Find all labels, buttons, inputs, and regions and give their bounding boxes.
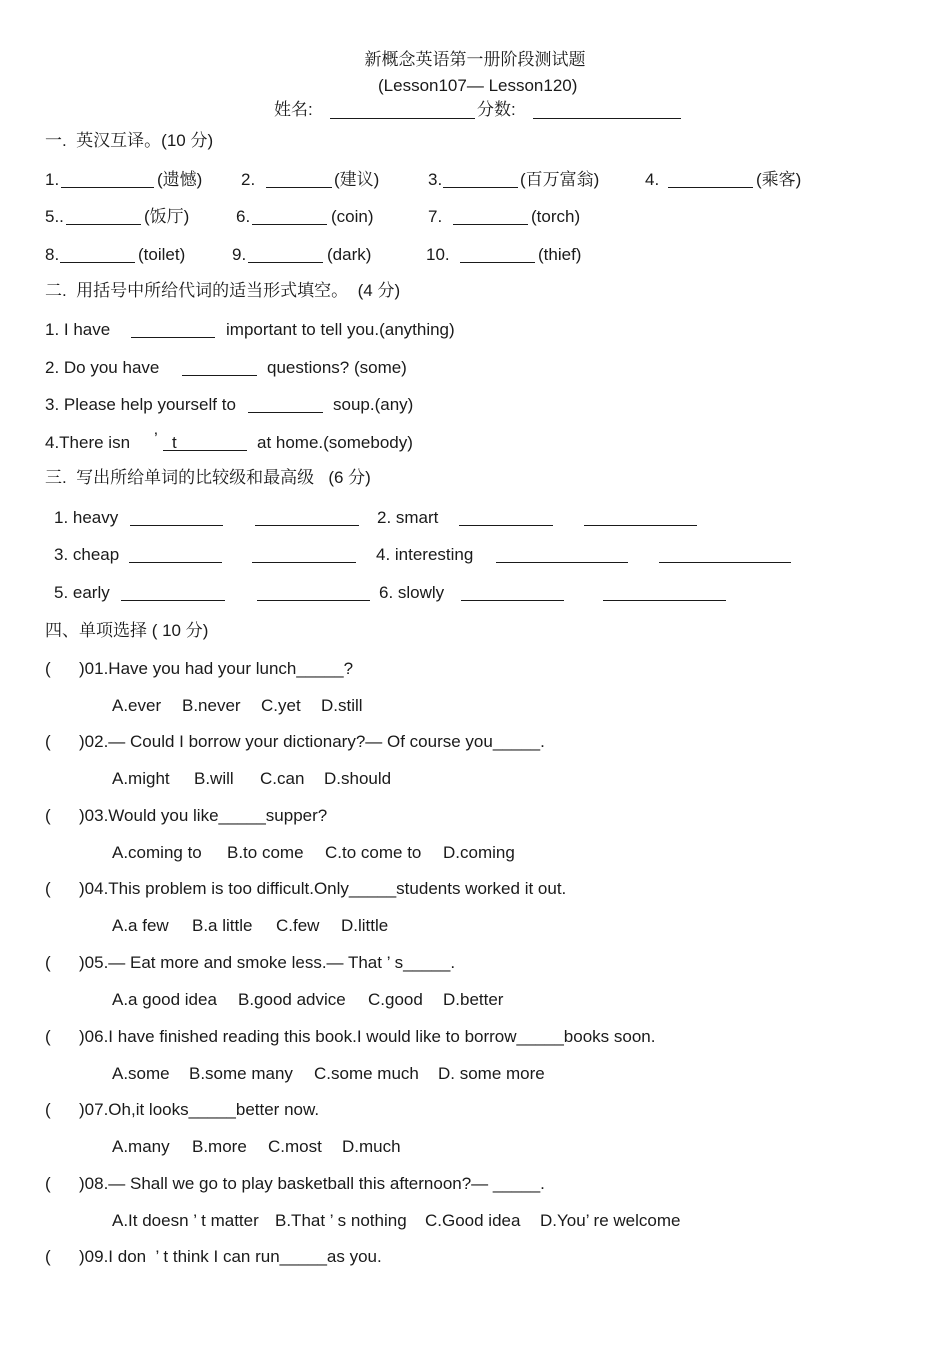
s2-item-rest: important to tell you.(anything): [226, 320, 455, 339]
score-label: 分数:: [477, 100, 516, 119]
question-text: )08.— Shall we go to play basketball this afternoon?— _____.: [79, 1174, 545, 1193]
option-c: C.good: [368, 990, 423, 1009]
option-a: A.might: [112, 769, 170, 788]
s3-superlative-blank[interactable]: [252, 546, 356, 563]
name-blank[interactable]: [330, 102, 475, 119]
answer-paren[interactable]: (: [45, 879, 51, 898]
s3-comparative-blank[interactable]: [459, 509, 553, 526]
answer-paren[interactable]: (: [45, 1027, 51, 1046]
option-a: A.many: [112, 1137, 170, 1156]
s3-superlative-blank[interactable]: [257, 584, 370, 601]
s2-item-prompt: 2. Do you have: [45, 358, 160, 377]
s1-item-number: 5..: [45, 207, 64, 226]
s1-answer-blank[interactable]: [453, 208, 528, 225]
s1-answer-blank[interactable]: [443, 171, 518, 188]
question-text: )07.Oh,it looks_____better now.: [79, 1100, 320, 1119]
s2-item-rest: questions? (some): [267, 358, 407, 377]
s1-answer-blank[interactable]: [60, 246, 135, 263]
option-d: D.little: [341, 916, 389, 935]
s2-item-rest: soup.(any): [333, 395, 414, 414]
s3-superlative-blank[interactable]: [603, 584, 726, 601]
question-text: )02.— Could I borrow your dictionary?— Of course you_____.: [79, 732, 545, 751]
s1-answer-blank[interactable]: [252, 208, 327, 225]
s3-word: 6. slowly: [379, 583, 445, 602]
s1-item-number: 2.: [241, 170, 256, 189]
section1-heading: 一. 英汉互译。(10 分): [45, 131, 214, 150]
s1-answer-blank[interactable]: [248, 246, 323, 263]
option-b: B.to come: [227, 843, 304, 862]
option-c: C.yet: [261, 696, 301, 715]
option-d: D.much: [342, 1137, 401, 1156]
s2-answer-blank[interactable]: [131, 321, 215, 338]
s1-item-word: (饭厅): [144, 207, 190, 226]
s2-answer-blank[interactable]: [248, 396, 323, 413]
answer-paren[interactable]: (: [45, 659, 51, 678]
score-blank[interactable]: [533, 102, 681, 119]
s1-item-number: 3.: [428, 170, 443, 189]
option-b: B.That ’ s nothing: [275, 1211, 407, 1230]
s3-superlative-blank[interactable]: [659, 546, 791, 563]
question-text: )01.Have you had your lunch_____?: [79, 659, 354, 678]
s1-item-number: 4.: [645, 170, 660, 189]
question-text: )09.I don ’ t think I can run_____as you.: [79, 1247, 382, 1266]
s1-answer-blank[interactable]: [66, 208, 141, 225]
s3-comparative-blank[interactable]: [461, 584, 564, 601]
s1-item-word: (coin): [331, 207, 374, 226]
s1-item-word: (torch): [531, 207, 581, 226]
option-a: A.a few: [112, 916, 169, 935]
s1-answer-blank[interactable]: [668, 171, 753, 188]
s3-comparative-blank[interactable]: [130, 509, 223, 526]
question-text: )05.— Eat more and smoke less.— That ’ s_____.: [79, 953, 456, 972]
s1-item-number: 8.: [45, 245, 60, 264]
s3-comparative-blank[interactable]: [496, 546, 628, 563]
s2-item-prompt: 3. Please help yourself to: [45, 395, 236, 414]
s1-item-number: 7.: [428, 207, 443, 226]
option-a: A.ever: [112, 696, 162, 715]
option-b: B.will: [194, 769, 234, 788]
question-text: )03.Would you like_____supper?: [79, 806, 328, 825]
s1-item-number: 10.: [426, 245, 450, 264]
option-a: A.It doesn ’ t matter: [112, 1211, 259, 1230]
s2-item-rest: at home.(somebody): [257, 433, 413, 452]
option-d: D.You’ re welcome: [540, 1211, 681, 1230]
s1-answer-blank[interactable]: [460, 246, 535, 263]
s2-item-prompt: 1. I have: [45, 320, 111, 339]
option-d: D.better: [443, 990, 504, 1009]
option-c: C.few: [276, 916, 320, 935]
option-b: B.more: [192, 1137, 247, 1156]
option-a: A.coming to: [112, 843, 202, 862]
s3-superlative-blank[interactable]: [255, 509, 359, 526]
option-a: A.a good idea: [112, 990, 217, 1009]
s1-item-word: (遗憾): [157, 170, 203, 189]
option-c: C.some much: [314, 1064, 419, 1083]
option-b: B.never: [182, 696, 241, 715]
question-text: )04.This problem is too difficult.Only_____students worked it out.: [79, 879, 567, 898]
option-c: C.to come to: [325, 843, 422, 862]
option-d: D. some more: [438, 1064, 545, 1083]
s1-answer-blank[interactable]: [61, 171, 154, 188]
s1-item-word: (乘客): [756, 170, 802, 189]
s1-item-word: (建议): [334, 170, 380, 189]
section4-heading: 四、单项选择 ( 10 分): [45, 621, 209, 640]
s2-item-prompt: 4.There isn: [45, 433, 131, 452]
answer-paren[interactable]: (: [45, 1174, 51, 1193]
answer-paren[interactable]: (: [45, 806, 51, 825]
s1-item-word: (toilet): [138, 245, 186, 264]
s3-superlative-blank[interactable]: [584, 509, 697, 526]
option-d: D.coming: [443, 843, 515, 862]
section2-heading: 二. 用括号中所给代词的适当形式填空。 (4 分): [45, 281, 401, 300]
s3-word: 3. cheap: [54, 545, 120, 564]
option-d: D.should: [324, 769, 392, 788]
s1-item-word: (dark): [327, 245, 372, 264]
option-c: C.most: [268, 1137, 322, 1156]
s2-t-letter: t: [172, 433, 177, 452]
s2-apostrophe: ’: [154, 429, 158, 448]
s3-word: 2. smart: [377, 508, 439, 527]
page-subtitle: (Lesson107— Lesson120): [378, 76, 578, 95]
answer-paren[interactable]: (: [45, 953, 51, 972]
s3-word: 1. heavy: [54, 508, 119, 527]
name-label: 姓名:: [274, 100, 313, 119]
option-b: B.a little: [192, 916, 253, 935]
s3-comparative-blank[interactable]: [129, 546, 222, 563]
s3-word: 5. early: [54, 583, 110, 602]
s1-item-number: 9.: [232, 245, 247, 264]
option-b: B.good advice: [238, 990, 346, 1009]
section3-heading: 三. 写出所给单词的比较级和最高级 (6 分): [45, 468, 371, 487]
s1-item-number: 1.: [45, 170, 60, 189]
s1-answer-blank[interactable]: [266, 171, 332, 188]
option-b: B.some many: [189, 1064, 293, 1083]
answer-paren[interactable]: (: [45, 1247, 51, 1266]
option-d: D.still: [321, 696, 363, 715]
option-c: C.Good idea: [425, 1211, 521, 1230]
s3-comparative-blank[interactable]: [121, 584, 225, 601]
page-title: 新概念英语第一册阶段测试题: [364, 50, 586, 69]
question-text: )06.I have finished reading this book.I would like to borrow_____books soon.: [79, 1027, 656, 1046]
s1-item-number: 6.: [236, 207, 251, 226]
s1-item-word: (百万富翁): [520, 170, 600, 189]
s2-answer-blank[interactable]: [182, 359, 257, 376]
option-a: A.some: [112, 1064, 170, 1083]
answer-paren[interactable]: (: [45, 732, 51, 751]
option-c: C.can: [260, 769, 305, 788]
s3-word: 4. interesting: [376, 545, 474, 564]
s1-item-word: (thief): [538, 245, 582, 264]
answer-paren[interactable]: (: [45, 1100, 51, 1119]
